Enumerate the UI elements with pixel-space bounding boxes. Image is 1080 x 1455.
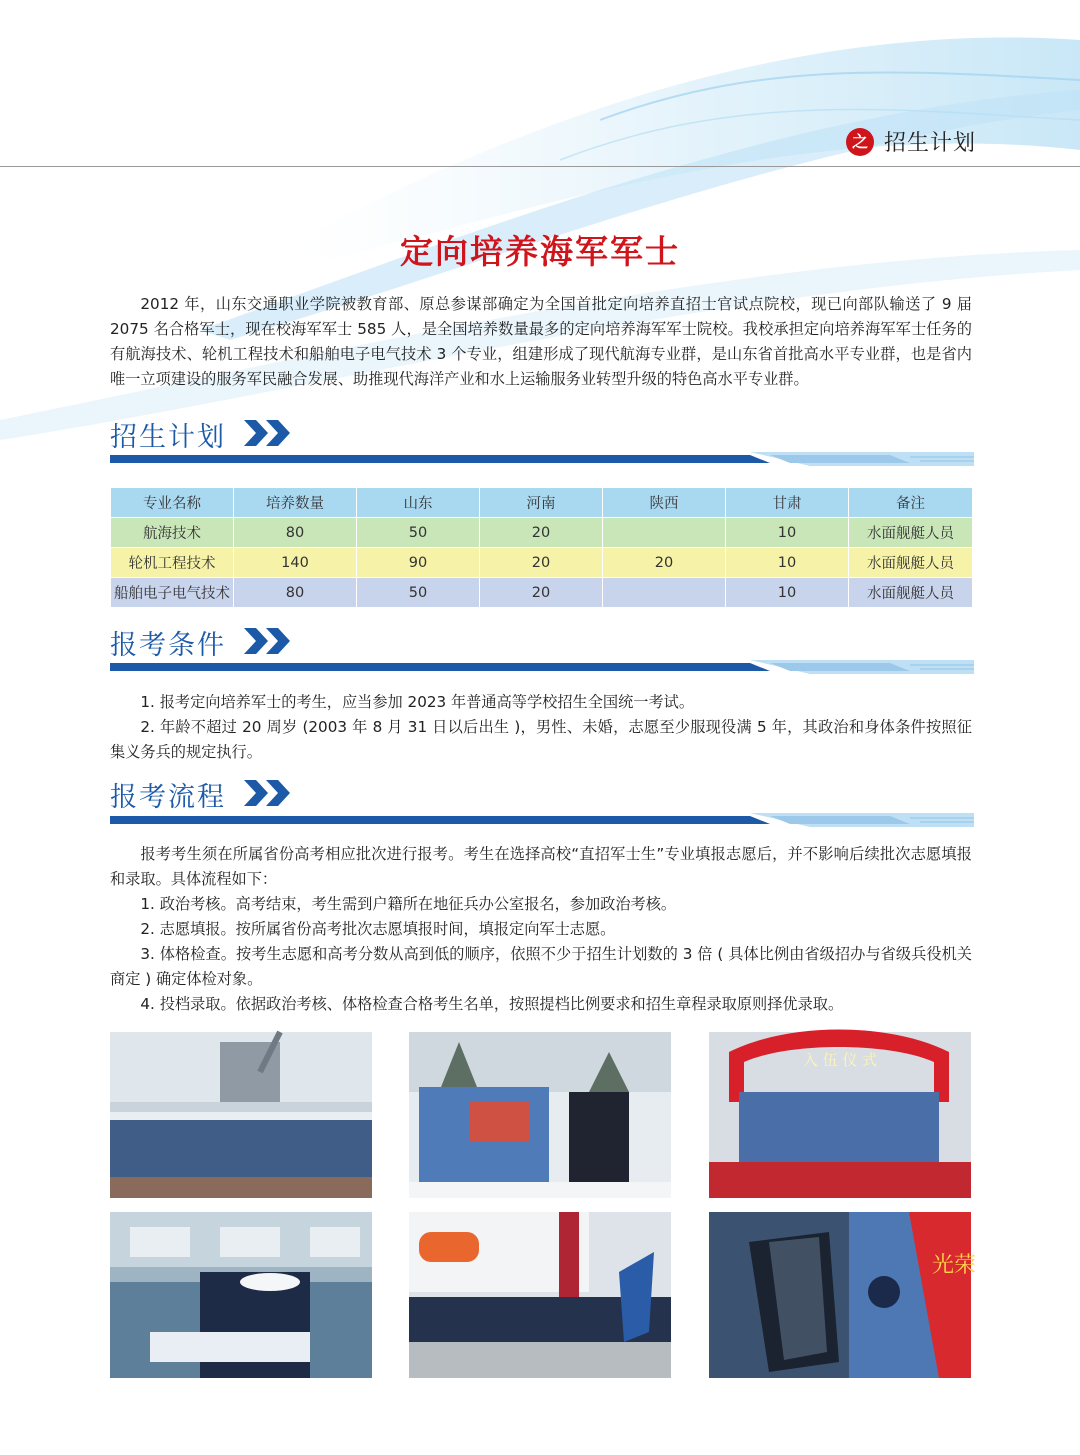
table-cell: 10 bbox=[726, 578, 849, 608]
photo-enlistment-ceremony bbox=[709, 1032, 971, 1198]
table-cell: 水面舰艇人员 bbox=[849, 548, 973, 578]
table-cell: 10 bbox=[726, 548, 849, 578]
condition-item: 1. 报考定向培养军士的考生，应当参加 2023 年普通高等学校招生全国统一考试。 bbox=[140, 693, 695, 711]
double-chevron-icon bbox=[244, 628, 294, 654]
table-header-cell: 陕西 bbox=[603, 488, 726, 518]
table-header-cell: 甘肃 bbox=[726, 488, 849, 518]
conditions-list bbox=[110, 690, 972, 765]
condition-item: 2. 年龄不超过 20 周岁 (2003 年 8 月 31 日以后出生 )，男性、未婚，志愿至少服现役满 5 年，其政治和身体条件按照征集义务兵的规定执行。 bbox=[110, 718, 972, 761]
header-badge: 之 bbox=[846, 128, 874, 156]
table-cell: 80 bbox=[234, 518, 357, 548]
section-bar-plan bbox=[110, 452, 974, 466]
table-header-cell: 河南 bbox=[480, 488, 603, 518]
table-row bbox=[111, 548, 973, 578]
section-title-process: 报考流程 bbox=[110, 782, 226, 813]
photo-trophy-and-sash bbox=[709, 1212, 977, 1378]
table-cell: 90 bbox=[357, 548, 480, 578]
sash-text: 光荣 bbox=[931, 1253, 977, 1278]
table-cell bbox=[603, 578, 726, 608]
table-cell: 水面舰艇人员 bbox=[849, 578, 973, 608]
photo-bridge-navigation bbox=[110, 1212, 372, 1378]
process-intro: 报考考生须在所属省份高考相应批次进行报考。考生在选择高校“直招军士生”专业填报志愿后，并不影响后续批次志愿填报和录取。具体流程如下： bbox=[110, 845, 972, 888]
photo-group-on-warship bbox=[110, 1032, 372, 1198]
table-cell: 20 bbox=[480, 548, 603, 578]
section-bar-process bbox=[110, 813, 974, 827]
table-cell: 20 bbox=[480, 578, 603, 608]
process-item: 4. 投档录取。依据政治考核、体格检查合格考生名单，按照提档比例要求和招生章程录取原则择优录取。 bbox=[140, 995, 844, 1013]
table-cell: 50 bbox=[357, 518, 480, 548]
table-cell: 140 bbox=[234, 548, 357, 578]
header-divider bbox=[0, 166, 1080, 167]
photo-snow-handshake bbox=[409, 1032, 671, 1198]
process-item: 2. 志愿填报。按所属省份高考批次志愿填报时间，填报定向军士志愿。 bbox=[140, 920, 616, 938]
table-header-cell: 备注 bbox=[849, 488, 973, 518]
table-cell: 80 bbox=[234, 578, 357, 608]
table-cell: 20 bbox=[603, 548, 726, 578]
page-title: 定向培养海军军士 bbox=[400, 232, 680, 271]
table-row bbox=[111, 578, 973, 608]
section-title-conditions: 报考条件 bbox=[110, 630, 226, 661]
double-chevron-icon bbox=[244, 420, 294, 446]
table-cell: 20 bbox=[480, 518, 603, 548]
section-bar-conditions bbox=[110, 660, 974, 674]
table-header-row bbox=[111, 488, 973, 518]
ceremony-banner-text: 入 伍 仪 式 bbox=[802, 1051, 878, 1069]
table-cell: 船舶电子电气技术 bbox=[111, 578, 234, 608]
double-chevron-icon bbox=[244, 780, 294, 806]
header-title: 招生计划 bbox=[884, 131, 977, 156]
process-item: 1. 政治考核。高考结束，考生需到户籍所在地征兵办公室报名，参加政治考核。 bbox=[140, 895, 677, 913]
table-row bbox=[111, 518, 973, 548]
process-item: 3. 体格检查。按考生志愿和高考分数从高到低的顺序，依照不少于招生计划数的 3 倍 ( 具体比例由省级招办与省级兵役机关商定 ) 确定体检对象。 bbox=[110, 945, 972, 988]
table-cell: 10 bbox=[726, 518, 849, 548]
table-cell: 航海技术 bbox=[111, 518, 234, 548]
section-title-plan: 招生计划 bbox=[110, 422, 226, 453]
table-header-cell: 山东 bbox=[357, 488, 480, 518]
intro-paragraph: 2012 年，山东交通职业学院被教育部、原总参谋部确定为全国首批定向培养直招士官试点院校，现已向部队输送了 9 届 2075 名合格军士，现在校海军军士 585 人，是全国培养数量最多的定向培养海军军士院校。我校承担定向培养海军军士任务的有航海技术、轮机工程技术和船舶电子电气技术 3 个专业，组建形成了现代航海专业群，是山东省首批高水平专业群，也是省内唯一立项建设的服务军民融合发展、助推现代海洋产业和水上运输服务业转型升级的特色高水平专业群。 bbox=[110, 295, 972, 388]
table-cell bbox=[603, 518, 726, 548]
table-cell: 水面舰艇人员 bbox=[849, 518, 973, 548]
enrollment-plan-table bbox=[110, 487, 973, 608]
table-header-cell: 培养数量 bbox=[234, 488, 357, 518]
table-cell: 50 bbox=[357, 578, 480, 608]
table-cell: 轮机工程技术 bbox=[111, 548, 234, 578]
table-header-cell: 专业名称 bbox=[111, 488, 234, 518]
photo-formation-by-ship bbox=[409, 1212, 671, 1378]
process-text bbox=[110, 842, 972, 1017]
